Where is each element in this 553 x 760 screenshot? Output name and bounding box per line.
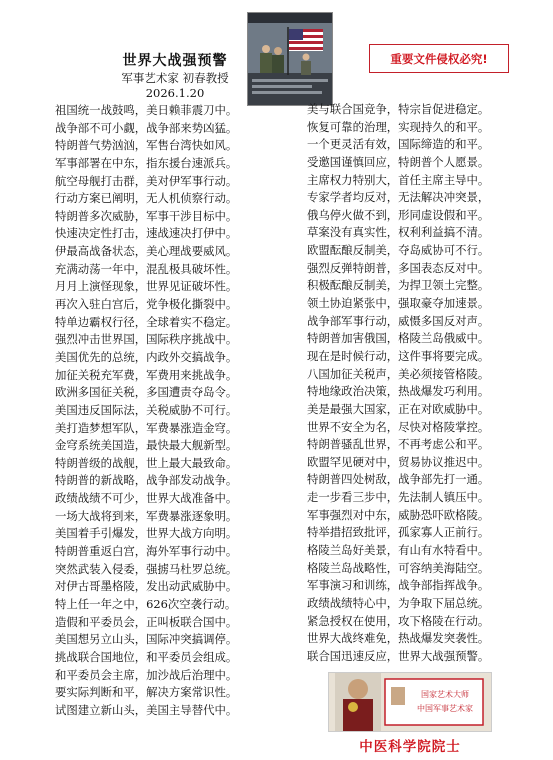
poem-line: 和平委员会主席，加沙战后治理中。 [55, 667, 238, 682]
poem-line: 一个更灵活有效，国际缔造的和平。 [307, 137, 490, 152]
copyright-warning-box: 重要文件侵权必究! [369, 44, 509, 73]
poem-line: 战争部军事行动，威慑多国反对声。 [307, 313, 490, 328]
poem-line: 军事部署在中东，指东援台速派兵。 [55, 155, 238, 170]
poem-line: 俄乌停火做不到，形同虚设假和平。 [307, 207, 490, 222]
poem-line: 受邀国谨慎回应，特朗普个人愿景。 [307, 154, 490, 169]
author-award-photo [328, 672, 492, 732]
poem-line: 特朗普骚乱世界，不再考虑公和平。 [307, 437, 490, 452]
poem-line: 美国优先的总统，内政外交搞战争。 [55, 349, 238, 364]
poem-line: 特朗普气势汹汹，军售台湾快如风。 [55, 138, 238, 153]
poem-line: 特朗普多次威胁，军事干涉目标中。 [55, 208, 238, 223]
poem-line: 世界不安全为名，尽快对格陵掌控。 [307, 419, 490, 434]
poem-line: 美打造梦想军队，军费暴涨造金穹。 [55, 420, 238, 435]
poem-line: 积极酝酿反制美，为捍卫领土完整。 [307, 278, 490, 293]
poem-line: 加征关税充军费，军费用来挑战争。 [55, 367, 238, 382]
author-byline: 军事艺术家 初春教授 [121, 71, 229, 85]
poem-line: 行动方案已阐明，无人机侦察行动。 [55, 191, 238, 206]
poem-line: 突然武装入侵委，强掳马杜罗总统。 [55, 561, 238, 576]
poem-line: 联合国迅速反应，世界大战强预警。 [307, 648, 490, 663]
poem-line: 主席权力特别大，首任主席主导中。 [307, 172, 490, 187]
document-title: 世界大战强预警 [122, 53, 228, 69]
poem-line: 航空母舰打击群，美对伊军事行动。 [55, 173, 238, 188]
author-signature-title: 中医科学院院士 [359, 739, 461, 755]
poem-line: 快速决定性打击，速战速决打伊中。 [55, 226, 238, 241]
poem-line: 恢复可靠的治理，实现持久的和平。 [307, 119, 490, 134]
poem-line: 军事演习和训练，战争部指挥战争。 [307, 578, 490, 593]
poem-line: 试图建立新山头，美国主导替代中。 [55, 702, 238, 717]
document-date: 2026.1.20 [145, 86, 205, 100]
plaque-line-2: 中国军事艺术家 [417, 704, 473, 713]
poem-line: 特朗普加害俄国，格陵兰岛俄威中。 [307, 331, 490, 346]
poem-line: 美国想另立山头，国际冲突搞调停。 [55, 632, 238, 647]
poem-line: 金穹系统美国造，最快最大舰新型。 [55, 438, 238, 453]
flag-photo-image [248, 13, 332, 105]
poem-line: 欧盟罕见硬对中，贸易协议推迟中。 [307, 454, 490, 469]
poem-line: 特地缘政治决策，热战爆发巧利用。 [307, 384, 490, 399]
poem-line: 美国着手引爆发，世界大战方向明。 [55, 526, 238, 541]
poem-line: 要实际判断和平，解决方案常识性。 [55, 685, 238, 700]
poem-line: 造假和平委员会，正叫板联合国中。 [55, 614, 238, 629]
poem-line: 紧急授权在使用，攻下格陵在行动。 [307, 613, 490, 628]
poem-line: 领土协迫紧张中，强取豪夺加速景。 [307, 296, 490, 311]
award-photo-image [329, 673, 491, 731]
poem-left-column [55, 102, 275, 719]
poem-line: 特上任一年之中，626次空袭行动。 [55, 596, 237, 611]
poem-line: 专家学者均反对，无法解决冲突景， [307, 190, 490, 205]
flag-soldiers-photo [247, 12, 333, 106]
poem-line: 美国违反国际法，关税威胁不可行。 [55, 402, 238, 417]
poem-line: 强烈冲击世界国，国际秩序挑战中。 [55, 332, 238, 347]
poem-line: 挑战联合国地位，和平委员会组成。 [55, 649, 238, 664]
poem-line: 军事强烈对中东，威胁恐吓欧格陵。 [307, 507, 490, 522]
poem-line: 特朗普的新战略，战争部发动战争。 [55, 473, 238, 488]
poem-line: 月月上演怪现象，世界见证破坏性。 [55, 279, 238, 294]
poem-line: 特举措招致批评，孤家寡人正前行。 [307, 525, 490, 540]
poem-line: 充满动荡一年中，混乱极具破坏性。 [55, 261, 238, 276]
poem-line: 政绩战绩特心中，为争取下届总统。 [307, 595, 490, 610]
poem-line: 特朗普级的战舰，世上最大最致命。 [55, 455, 238, 470]
poem-line: 强烈反弹特朗普，多国表态反对中。 [307, 260, 490, 275]
poem-line: 走一步看三步中，先法制人镇压中。 [307, 490, 490, 505]
poem-line: 战争部不可小觑，战争部来势凶猛。 [55, 120, 238, 135]
poem-right-column [307, 101, 527, 666]
poem-line: 特单边霸权行径，全球着实不稳定。 [55, 314, 238, 329]
poem-line: 现在是时候行动，这件事将要完成。 [307, 348, 490, 363]
poem-line: 特朗普四处树敌，战争部先打一通。 [307, 472, 490, 487]
poem-line: 政绩战绩不可少，世界大战准备中。 [55, 491, 238, 506]
poem-line: 一场大战将到来，军费暴涨逐象明。 [55, 508, 238, 523]
poem-line: 欧盟酝酿反制美，夺岛威协可不行。 [307, 243, 490, 258]
poem-line: 美是最强大国家，正在对欧威胁中。 [307, 401, 490, 416]
poem-line: 伊最高战备状态，美心理战要威风。 [55, 244, 238, 259]
poem-line: 格陵兰岛战略性，可容纳美海陆空。 [307, 560, 490, 575]
poem-line: 世界大战终难免，热战爆发突袭性。 [307, 631, 490, 646]
poem-line: 格陵兰岛好美景，有山有水特看中。 [307, 543, 490, 558]
poem-line: 特朗普重返白宫，海外军事行动中。 [55, 544, 238, 559]
poem-line: 八国加征关税声，美必须接管格陵。 [307, 366, 490, 381]
poem-line: 再次入驻白宫后，党争极化撕裂中。 [55, 297, 238, 312]
poem-line: 对伊古哥墨格陵，发出动武威胁中。 [55, 579, 238, 594]
poem-line: 欧洲多国征关税，多国遭责夺岛令。 [55, 385, 238, 400]
poem-line: 草案没有真实性，权利利益搞不清。 [307, 225, 490, 240]
plaque-line-1: 国家艺术大师 [421, 690, 469, 699]
poem-line: 祖国统一战鼓鸣，美日赖菲震刀中。 [55, 103, 238, 117]
poem-line: 美与联合国竞争，特宗旨促进稳定。 [307, 102, 490, 116]
